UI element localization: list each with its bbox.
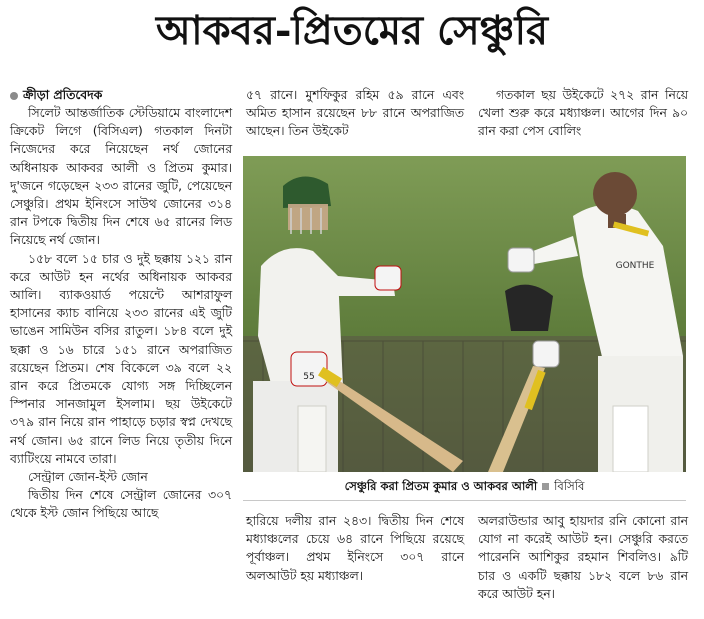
photo-caption xyxy=(243,478,686,494)
photo-illustration xyxy=(243,156,686,472)
article-column-2-top xyxy=(246,86,464,141)
byline-text: ক্রীড়া প্রতিবেদক xyxy=(23,88,103,102)
byline xyxy=(10,86,232,104)
subheading: সেন্ট্রাল জোন-ইস্ট জোন xyxy=(28,470,148,485)
glove-badge-text: 55 xyxy=(303,372,315,382)
paragraph: ৫৭ রানে। মুশফিকুর রহিম ৫৯ রানে এবং অমিত হাসান রয়েছেন ৮৮ রানে অপরাজিত আছেন। তিন উইকেট xyxy=(246,88,464,139)
photo-credit: বিসিবি xyxy=(554,479,585,493)
paragraph: গতকাল ছয় উইকেটে ২৭২ রান নিয়ে খেলা শুরু করে মধ্যাঞ্চল। আগের দিন ৯০ রান করা পেস বোলিং xyxy=(478,88,688,139)
caption-text: সেঞ্চুরি করা প্রিতম কুমার ও আকবর আলী xyxy=(344,479,538,493)
paragraph: সিলেট আন্তর্জাতিক স্টেডিয়ামে বাংলাদেশ ক্রিকেট লিগে (বিসিএল) গতকাল দিনটা নিজেদের করে নিয়েছেন নর্থ জোনের অধিনায়ক আকবর আলী ও প্রিতম কুমার। দু'জনে গড়েছেন ২৩৩ রানের জুটি, পেয়েছেন সেঞ্চুরি। প্রথম ইনিংসে সাউথ জোনের ৩১৪ রান টপকে দ্বিতীয় দিন শেষে ৬৫ রানের লিড নিয়েছে নর্থ জোন। xyxy=(10,106,232,248)
paragraph: অলরাউন্ডার আবু হায়দার রনি কোনো রান যোগ না করেই আউট হন। সেঞ্চুরি করতে পারেননি আশিকুর রহমান শিবলিও। ৯টি চার ও একটি ছক্কায় ১৮২ বলে ৮৬ রান করে আউট হন। xyxy=(478,514,688,601)
article-column-2-bottom xyxy=(246,512,464,585)
caption-divider xyxy=(243,500,686,501)
article-column-3-top xyxy=(478,86,688,141)
article-column-3-bottom xyxy=(478,512,688,603)
article-headline: আকবর-প্রিতমের সেঞ্চুরি xyxy=(155,7,549,54)
caption-separator-icon xyxy=(542,483,549,490)
article-photo xyxy=(243,156,686,472)
bullet-icon xyxy=(10,92,18,100)
paragraph: হারিয়ে দলীয় রান ২৪৩। দ্বিতীয় দিন শেষে মধ্যাঞ্চলের চেয়ে ৬৪ রানে পিছিয়ে রয়েছে পূর্বাঞ্চল। প্রথম ইনিংসে ৩০৭ রানে অলআউট হয় মধ্যাঞ্চল। xyxy=(246,514,464,583)
article-column-1 xyxy=(10,104,232,523)
paragraph: দ্বিতীয় দিন শেষে সেন্ট্রাল জোনের ৩০৭ থেকে ইস্ট জোন পিছিয়ে আছে xyxy=(10,488,232,521)
paragraph: ১৫৮ বলে ১৫ চার ও দুই ছক্কায় ১২১ রান করে আউট হন নর্থের অধিনায়ক আকবর আলি। ব্যাকওয়ার্ড পয়েন্টে আশরাফুল হাসানের ক্যাচ বানিয়ে ২৩৩ রানের এই জুটি ভাঙেন সামিউন বসির রাতুল। ১৮৪ বলে দুই ছক্কা ও ১৬ চারে ১৫১ রানে অপরাজিত রয়েছেন প্রিতম। শেষ বিকেলে ৩৯ বলে ২২ রান করে প্রিতমকে যোগ্য সঙ্গ দিচ্ছিলেন স্পিনার সানজামুল ইসলাম। ছয় উইকেটে ৩৭৯ রান নিয়ে রান পাহাড়ে চড়ার স্বপ্ন দেখছে নর্থ জোন। ৬৫ রানে লিড নিয়ে তৃতীয় দিনে ব্যাটিংয়ে নামবে তারা। xyxy=(10,251,232,466)
jersey-text: GONTHE xyxy=(615,261,655,271)
